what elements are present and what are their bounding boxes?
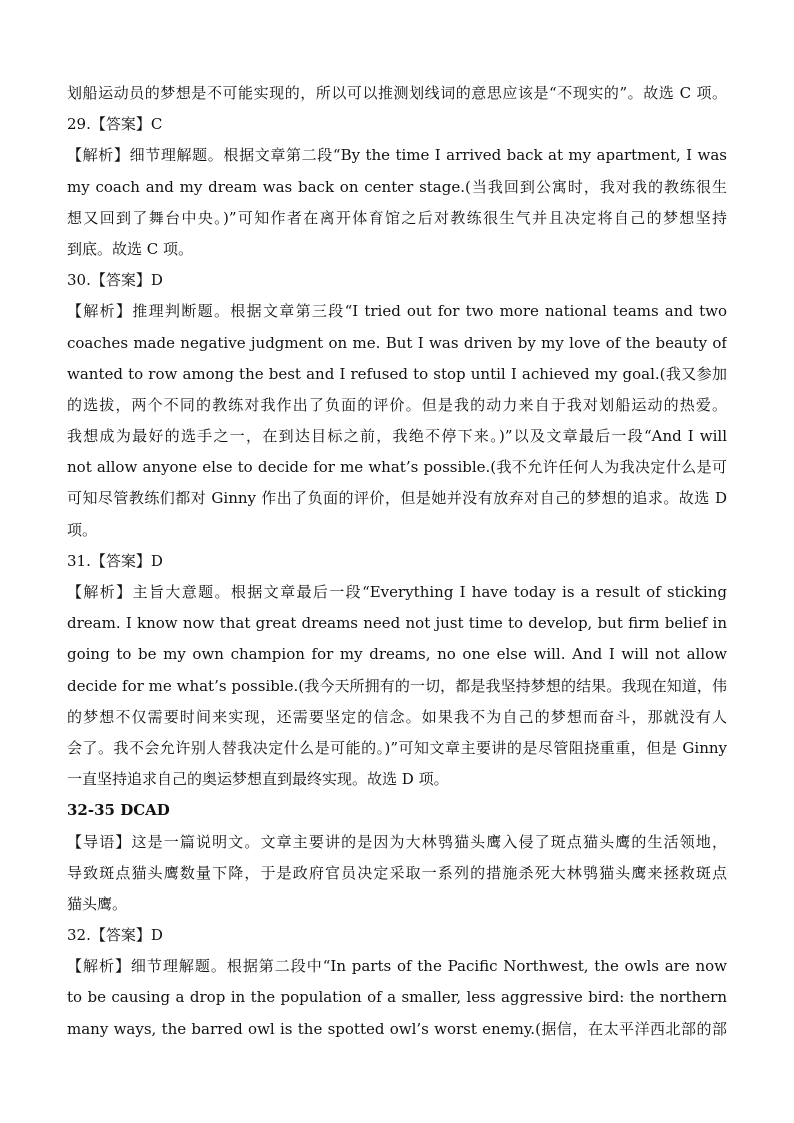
text-line: 项。 bbox=[67, 520, 98, 539]
text-line: 划船运动员的梦想是不可能实现的，所以可以推测划线词的意思应该是“不现实的”。故选 C 项。 bbox=[67, 84, 727, 102]
text-line: 【解析】主旨大意题。根据文章最后一段“Everything I have today is a result of sticking bbox=[67, 583, 727, 601]
text-line: 一直坚持追求自己的奥运梦想直到最终实现。故选 D 项。 bbox=[67, 770, 449, 789]
text-line: decide for me what’s possible.(我今天所拥有的一切，都是我坚持梦想的结果。我现在知道，伟 bbox=[67, 676, 727, 695]
text-line: my coach and my dream was back on center stage.(当我回到公寓时，我对我的教练很生 bbox=[67, 177, 727, 196]
text-line: wanted to row among the best and I refused to stop until I achieved my goal.(我又参加 bbox=[67, 364, 727, 383]
text-line: 想又回到了舞台中央。)”可知作者在离开体育馆之后对教练很生气并且决定将自己的梦想坚持 bbox=[67, 208, 727, 227]
text-line: not allow anyone else to decide for me what’s possible.(我不允许任何人为我决定什么是可 bbox=[67, 458, 727, 477]
section-heading: 32-35 DCAD bbox=[67, 801, 170, 820]
text-line: 的选拔，两个不同的教练对我作出了负面的评价。但是我的动力来自于我对划船运动的热爱。 bbox=[67, 395, 727, 414]
answer-heading: 29.【答案】C bbox=[67, 115, 163, 134]
text-line: 【导语】这是一篇说明文。文章主要讲的是因为大林鸮猫头鹰入侵了斑点猫头鹰的生活领地， bbox=[67, 832, 727, 851]
answer-heading: 32.【答案】D bbox=[67, 926, 163, 945]
text-line: going to be my own champion for my dreams, no one else will. And I will not allow bbox=[67, 645, 727, 664]
text-line: 【解析】推理判断题。根据文章第三段“I tried out for two more national teams and two bbox=[67, 302, 727, 321]
text-line: 到底。故选 C 项。 bbox=[67, 239, 194, 258]
text-line: coaches made negative judgment on me. But I was driven by my love of the beauty of bbox=[67, 333, 727, 352]
answer-heading: 30.【答案】D bbox=[67, 271, 163, 290]
text-line: 导致斑点猫头鹰数量下降，于是政府官员决定采取一系列的措施杀死大林鸮猫头鹰来拯救斑点 bbox=[67, 863, 727, 882]
text-line: 猫头鹰。 bbox=[67, 894, 128, 913]
text-line: 我想成为最好的选手之一，在到达目标之前，我绝不停下来。)”以及文章最后一段“And I will bbox=[67, 427, 727, 446]
text-line: 会了。我不会允许别人替我决定什么是可能的。)”可知文章主要讲的是尽管阻挠重重，但是 Ginny bbox=[67, 738, 727, 757]
text-line: to be causing a drop in the population of a smaller, less aggressive bird: the northern bbox=[67, 988, 727, 1007]
text-line: 【解析】细节理解题。根据第二段中“In parts of the Pacific Northwest, the owls are now bbox=[67, 957, 727, 976]
document-page bbox=[67, 78, 727, 1045]
text-line: 的梦想不仅需要时间来实现，还需要坚定的信念。如果我不为自己的梦想而奋斗，那就没有人 bbox=[67, 707, 727, 726]
text-line: dream. I know now that great dreams need not just time to develop, but firm belief in bbox=[67, 614, 727, 633]
answer-heading: 31.【答案】D bbox=[67, 551, 163, 570]
text-line: many ways, the barred owl is the spotted owl’s worst enemy.(据信，在太平洋西北部的部 bbox=[67, 1019, 727, 1038]
text-line: 可知尽管教练们都对 Ginny 作出了负面的评价，但是她并没有放弃对自己的梦想的追求。故选 D bbox=[67, 489, 727, 508]
text-line: 【解析】细节理解题。根据文章第二段“By the time I arrived back at my apartment, I was bbox=[67, 146, 727, 165]
